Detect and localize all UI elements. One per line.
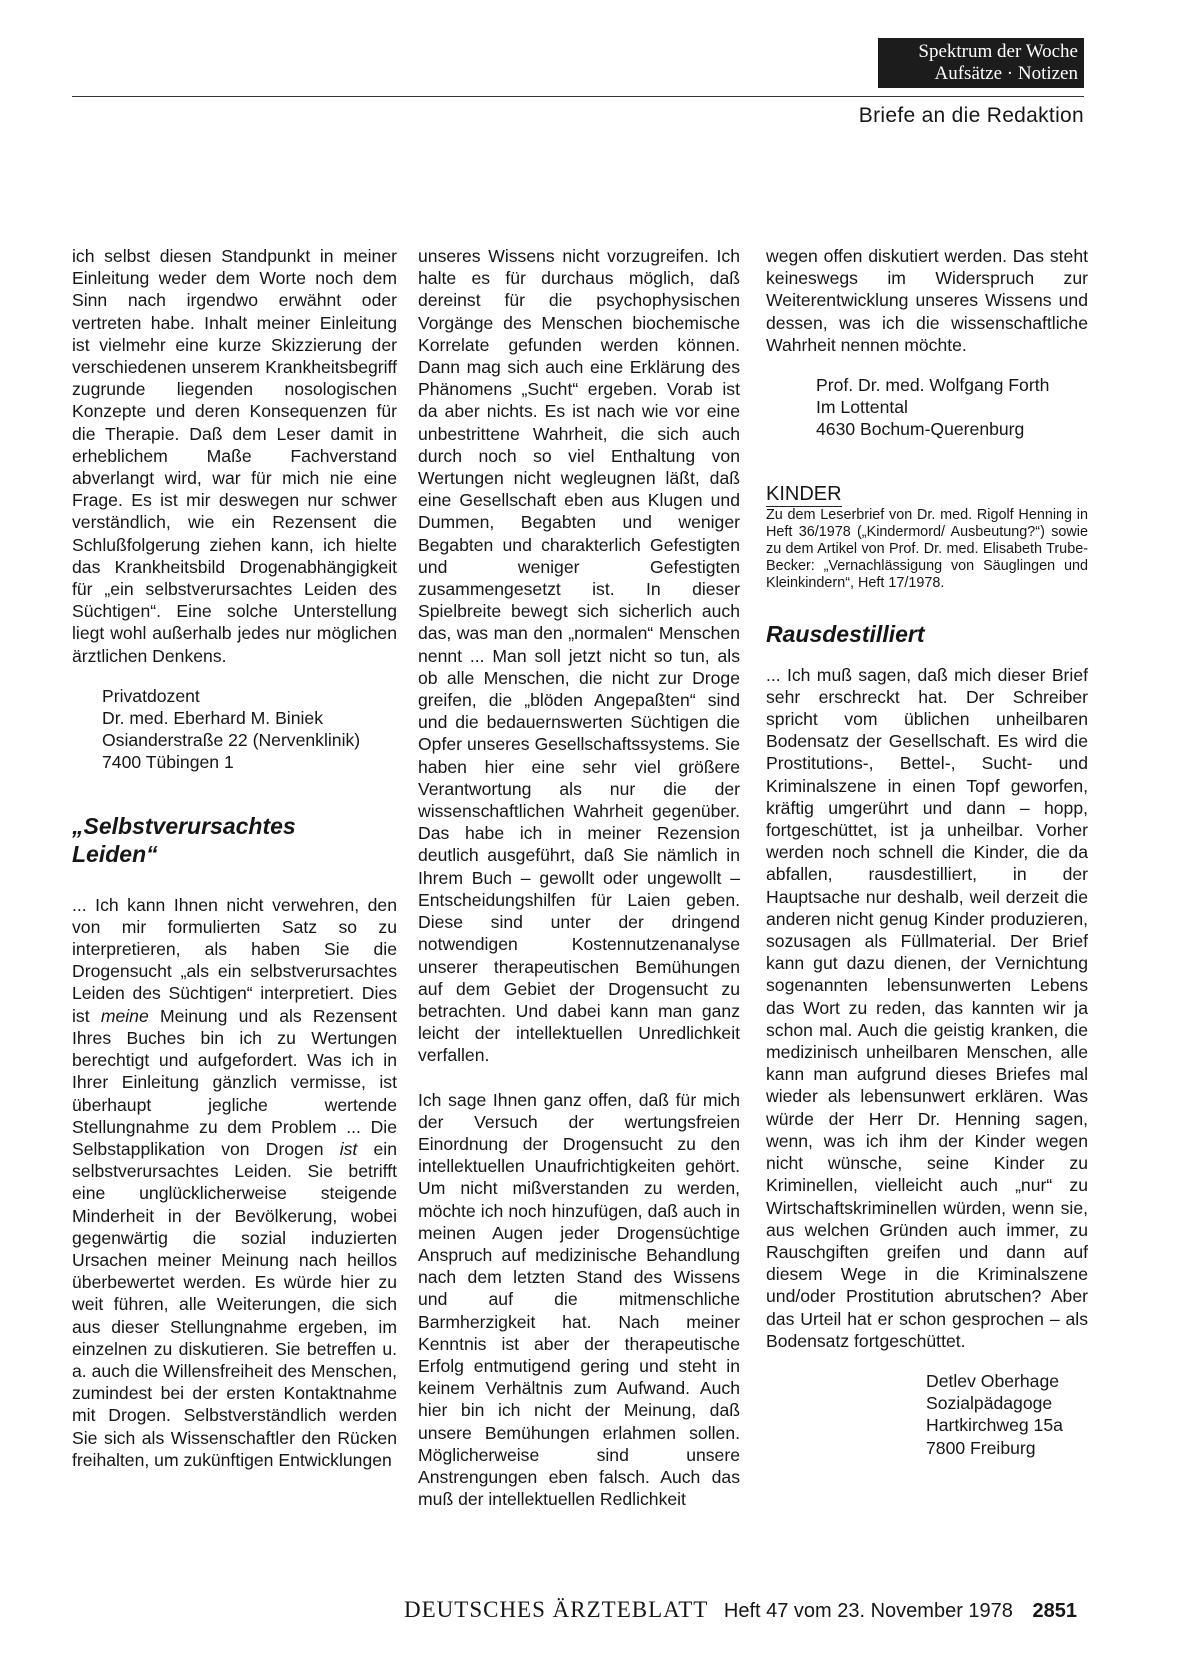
signature-line: 7800 Freiburg <box>926 1437 1036 1458</box>
headline-line: Leiden“ <box>72 840 158 867</box>
page-number: 2851 <box>1032 1600 1077 1622</box>
column-1 <box>72 245 397 1471</box>
signature-forth <box>766 374 1088 441</box>
signature-line: Im Lottental <box>816 397 908 418</box>
text-run: ein selbstverursachtes Leiden. Sie betrifft eine unglücklicherweise steigende Minderheit in der Bevölkerung, wobei gegenwärtig die sozial induzierten Ursachen meiner Meinung nach heillos überbewertet werden. Es würde hier zu weit führen, alle Weiterungen, die sich aus dieser Stellungnahme ergeben, im einzelnen zu diskutieren. Sie betreffen u. a. auch die Willensfreiheit des Menschen, zumindest bei der ersten Kontaktnahme mit Drogen. Selbstverständlich werden Sie sich als Wissenschaftler den Rücken freihalten, um zukünftigen Entwicklungen <box>72 1138 397 1470</box>
signature-line: Privatdozent <box>102 685 200 706</box>
section-badge <box>878 38 1084 88</box>
letter-1-paragraph: ich selbst diesen Standpunkt in meiner Einleitung weder dem Worte noch dem Sinn nach irgendwo erwähnt oder vertreten habe. Inhalt meiner Einleitung ist vielmehr eine kurze Skizzierung der verschiedenen unserem Krankheitsbegriff zugrunde liegenden nosologischen Konzepte und deren Konsequenzen für die Therapie. Daß dem Leser damit in erheblichem Maße Fachverstand abverlangt wird, war für mich nie eine Frage. Es ist mir deswegen nur schwer verständlich, wie ein Rezensent die Schlußfolgerung ziehen kann, ich hielte das Krankheitsbild Drogenabhängigkeit für „ein selbstverursachtes Leiden des Süchtigen“. Eine solche Unterstellung liegt wohl außerhalb jedes nur möglichen ärztlichen Denkens. <box>72 246 397 666</box>
signature-line: 7400 Tübingen 1 <box>102 752 234 773</box>
signature-line: Hartkirchweg 15a <box>926 1415 1063 1436</box>
letter-2-closing: wegen offen diskutiert werden. Das steht keineswegs im Widerspruch zur Weiterentwicklung unseres Wissens und dessen, was ich die wissenschaftliche Wahrheit nennen möchte. <box>766 246 1088 355</box>
signature-line: Sozialpädagoge <box>926 1393 1053 1414</box>
signature-line: Dr. med. Eberhard M. Biniek <box>102 708 323 729</box>
topic-kicker: KINDER <box>766 482 842 505</box>
signature-line: Osianderstraße 22 (Nervenklinik) <box>102 730 361 751</box>
signature-oberhage <box>766 1370 1088 1459</box>
badge-line-2: Aufsätze · Notizen <box>934 63 1078 84</box>
signature-line: Prof. Dr. med. Wolfgang Forth <box>816 375 1050 396</box>
text-run: ... Ich kann Ihnen nicht verwehren, den von mir formulierten Satz so zu interpretieren, als haben Sie die Drogensucht „als ein selbstverursachtes Leiden des Süchtigen“ interpretiert. Dies ist <box>72 894 397 1026</box>
page-footer <box>404 1597 1077 1623</box>
signature-line: Detlev Oberhage <box>926 1370 1060 1391</box>
letter-2-paragraph <box>72 894 397 1471</box>
column-2 <box>418 245 740 1510</box>
letter-3-paragraph: ... Ich muß sagen, daß mich dieser Brief sehr erschreckt hat. Der Schreiber spricht vom üblichen unheilbaren Bodensatz der Gesellschaft. Es wird die Prostitutions-, Bettel-, Sucht- und Kriminalszene in einen Topf geworfen, kräftig umgerührt und dann – hopp, fortgeschüttet, ist ja unheilbar. Vorher werden noch schnell die Kinder, die da abfallen, rausdestilliert, in der Hauptsache nur deshalb, weil derzeit die anderen nicht genug Kinder produzieren, sozusagen als Füllmaterial. Der Brief kann gut dazu dienen, der Vernichtung sogenannten lebensunwerten Lebens das Wort zu reden, das kannten wir ja schon mal. Auch die geistig kranken, die medizinisch unheilbaren Menschen, alle kann man aufgrund dieses Briefes mal wieder als lebensunwert erklären. Was würde der Herr Dr. Henning sagen, wenn, was ich ihm der Kinder wegen nicht wünsche, seine Kinder zu Kriminellen, vielleicht auch „nur“ zu Wirtschaftskriminellen würden, wenn sie, aus welchen Gründen auch immer, zu Rauschgiften greifen und dann auf diesem Wege in die Kriminalszene und/oder Prostitution abrutschen? Aber das Urteil hat er schon gesprochen – als Bodensatz fortgeschüttet. <box>766 664 1088 1351</box>
column-3 <box>766 245 1088 1459</box>
headline-line: „Selbstverursachtes <box>72 812 296 839</box>
letter-2-paragraph-2: Ich sage Ihnen ganz offen, daß für mich der Versuch der wertungsfreien Einordnung der Drogensucht zu den intellektuellen Unaufrichtigkeiten gehört. Um nicht mißverstanden zu werden, möchte ich noch hinzufügen, daß auch in meinen Augen jeder Drogensüchtige Anspruch auf medizinische Behandlung nach dem letzten Stand des Wissens und auf die mitmenschliche Barmherzigkeit hat. Nach meiner Kenntnis ist aber der therapeutische Erfolg entmutigend gering und steht in keinem Verhältnis zum Aufwand. Auch hier bin ich nicht der Meinung, daß unsere Bemühungen erlahmen sollen. Möglicherweise sind unsere Anstrengungen eben falsch. Auch das muß der intellektuellen Redlichkeit <box>418 1089 740 1510</box>
issue-info: Heft 47 vom 23. November 1978 <box>723 1600 1013 1622</box>
reference-note: Zu dem Leserbrief von Dr. med. Rigolf Henning in Heft 36/1978 („Kindermord/ Ausbeutung?“) sowie zu dem Artikel von Prof. Dr. med. Elisabeth Trube-Becker: „Vernachlässigung von Säuglingen und Kleinkindern“, Heft 17/1978. <box>766 506 1088 591</box>
paragraph-gap <box>418 1067 740 1089</box>
emphasis: meine <box>100 1005 149 1026</box>
magazine-name: DEUTSCHES ÄRZTEBLATT <box>404 1597 709 1622</box>
letter-2-continued: unseres Wissens nicht vorzugreifen. Ich halte es für durchaus möglich, daß dereinst für die psychophysischen Vorgänge des Menschen biochemische Korrelate gefunden werden können. Dann mag sich auch eine Erklärung des Phänomens „Sucht“ ergeben. Vorab ist da aber nichts. Es ist nach wie vor eine unbestrittene Wahrheit, die sich auch durch noch so viel Enthaltung von Wertungen nicht wegleugnen läßt, daß eine Gesellschaft eben aus Klugen und Dummen, Begabten und weniger Begabten und charakterlich Gefestigten und weniger Gefestigten zusammengesetzt ist. In dieser Spielbreite bewegt sich sicherlich auch das, was man den „normalen“ Menschen nennt ... Man soll jetzt nicht so tun, als ob alle Menschen, die nicht zur Droge greifen, die „blöden Angepaßten“ sind und die bedauernswerten Süchtigen die Opfer unseres Gesellschaftssystems. Sie haben hier eine sehr viel größere Verantwortung als nur die der wissenschaftlichen Wahrheit gegenüber. Das habe ich in meiner Rezension deutlich ausgeführt, daß Sie nämlich in Ihrem Buch – gewollt oder ungewollt – Entscheidungshilfen für Laien geben. Diese sind unter der dringend notwendigen Kostennutzenanalyse unserer therapeutischen Bemühungen auf dem Gebiet der Drogensucht zu betrachten. Und dabei kann man ganz leicht der intellektuellen Unredlichkeit verfallen. <box>418 246 740 1066</box>
header-rule <box>72 96 1084 97</box>
headline-rausdestilliert: Rausdestilliert <box>766 620 925 647</box>
signature-biniek <box>72 685 397 774</box>
headline-selbstverursachtes <box>72 812 397 868</box>
signature-line: 4630 Bochum-Querenburg <box>816 419 1025 440</box>
section-title: Briefe an die Redaktion <box>858 104 1084 127</box>
emphasis: ist <box>339 1138 358 1159</box>
badge-line-1: Spektrum der Woche <box>918 41 1078 62</box>
text-run: Meinung und als Rezensent Ihres Buches bin ich zu Wertungen berechtigt und aufgefordert. Was ich in Ihrer Einleitung gänzlich vermisse, ist überhaupt jegliche wertende Stellungnahme zu dem Problem ... Die Selbstapplikation von Drogen <box>72 1005 398 1159</box>
